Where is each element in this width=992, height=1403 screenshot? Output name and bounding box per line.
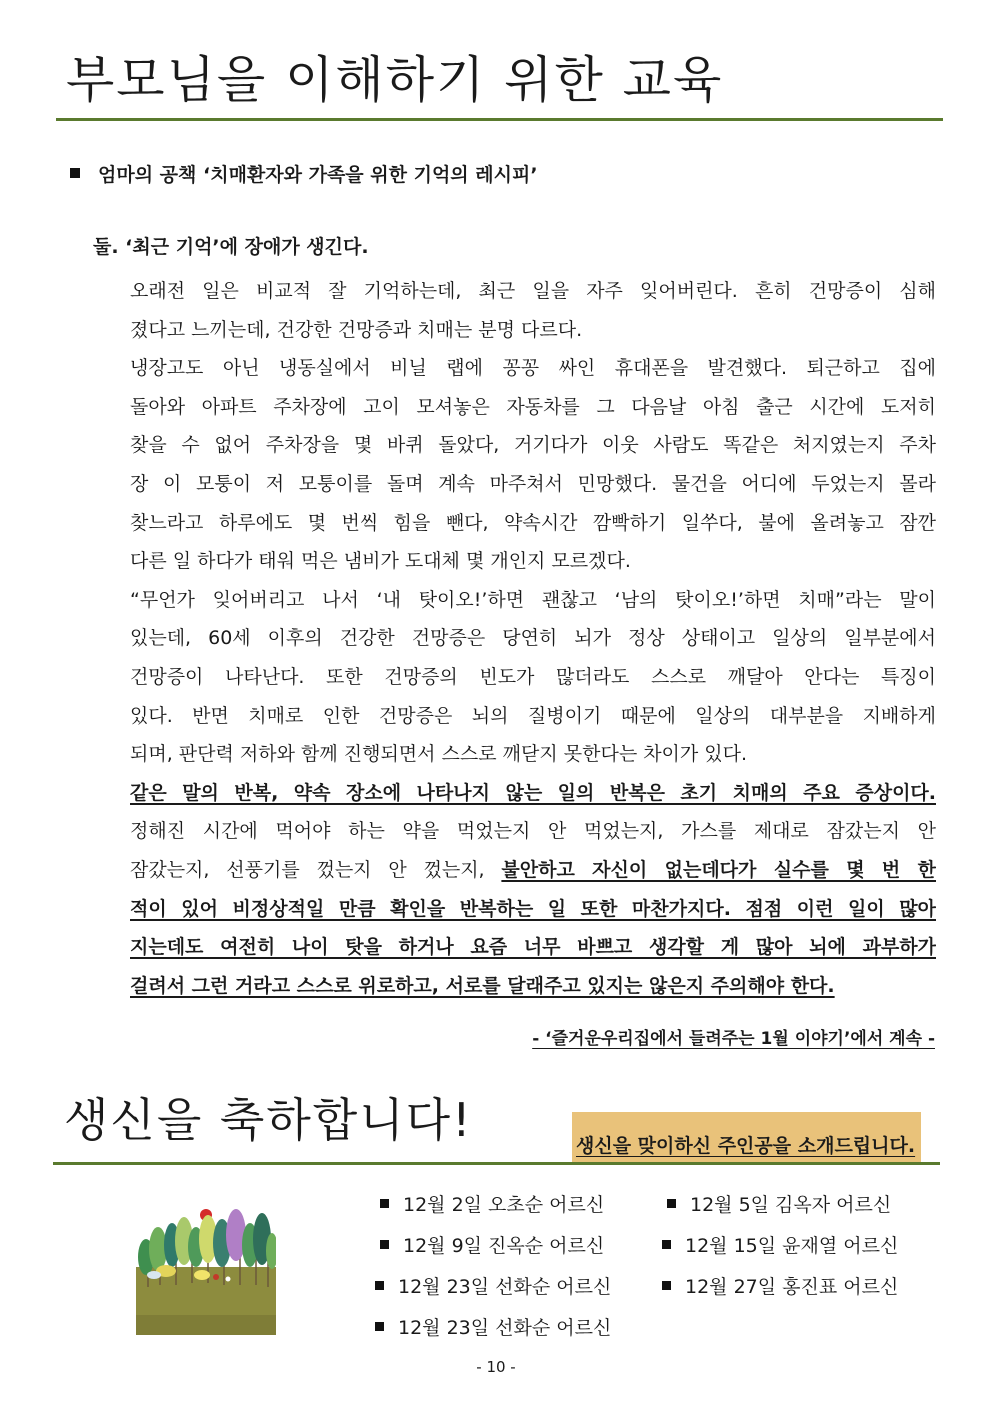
body-line-emphasis-part: 불안하고 자신이 없는데다가 실수를 몇 번 한 xyxy=(501,858,936,881)
birthday-divider xyxy=(53,1162,940,1165)
body-line: “무언가 잊어버리고 나서 ‘내 탓이오!’하면 괜찮고 ‘남의 탓이오!’하면 치매”라는 말이 xyxy=(130,588,936,611)
birthday-entry xyxy=(375,1313,611,1340)
body-line-emphasis: 같은 말의 반복, 약속 장소에 나타나지 않는 일의 반복은 초기 치매의 주요 증상이다. xyxy=(130,781,936,804)
birthday-entry xyxy=(380,1231,604,1258)
body-line-part: 잠갔는지, 선풍기를 껐는지 안 껐는지, xyxy=(130,858,502,881)
birthday-entry xyxy=(662,1272,898,1299)
birthday-entry-text: 12월 23일 선화순 어르신 xyxy=(398,1276,612,1298)
bullet-square-icon xyxy=(375,1281,384,1290)
bullet-square-icon xyxy=(662,1281,671,1290)
forest-illustration xyxy=(136,1205,276,1335)
bullet-square-icon xyxy=(380,1199,389,1208)
body-line xyxy=(130,851,936,890)
birthday-entry-text: 12월 15일 윤재열 어르신 xyxy=(685,1235,899,1257)
body-line: 건망증이 나타난다. 또한 건망증의 빈도가 많더라도 스스로 깨달아 안다는 특징이 xyxy=(130,665,936,688)
body-line: 찾느라고 하루에도 몇 번씩 힘을 뺀다, 약속시간 깜빡하기 일쑤다, 불에 올려놓고 잠깐 xyxy=(130,511,936,534)
article-source: - ‘즐거운우리집에서 들려주는 1월 이야기’에서 계속 - xyxy=(532,1029,935,1049)
birthday-entry xyxy=(662,1231,898,1258)
birthday-title: 생신을 축하합니다! xyxy=(64,1093,473,1147)
bullet-square-icon xyxy=(70,168,80,178)
body-line: 되며, 판단력 저하와 함께 진행되면서 스스로 깨닫지 못한다는 차이가 있다. xyxy=(130,743,748,766)
bullet-square-icon xyxy=(375,1322,384,1331)
article-subtitle xyxy=(70,160,538,187)
birthday-entry xyxy=(380,1190,604,1217)
body-line-emphasis: 걸려서 그런 거라고 스스로 위로하고, 서로를 달래주고 있지는 않은지 주의해야 한다. xyxy=(130,974,835,997)
page-title: 부모님을 이해하기 위한 교육 xyxy=(66,51,724,109)
birthday-entry-text: 12월 9일 진옥순 어르신 xyxy=(403,1235,605,1257)
bullet-square-icon xyxy=(662,1240,671,1249)
birthday-entry-text: 12월 5일 김옥자 어르신 xyxy=(690,1194,892,1216)
body-line: 장 이 모퉁이 저 모퉁이를 돌며 계속 마주쳐서 민망했다. 물건을 어디에 두었는지 몰라 xyxy=(130,472,936,495)
section-title: 둘. ‘최근 기억’에 장애가 생긴다. xyxy=(93,236,369,258)
body-line: 다른 일 하다가 태워 먹은 냄비가 도대체 몇 개인지 모르겠다. xyxy=(130,550,631,573)
body-line: 냉장고도 아닌 냉동실에서 비닐 랩에 꽁꽁 싸인 휴대폰을 발견했다. 퇴근하고 집에 xyxy=(130,357,936,380)
body-line: 있다. 반면 치매로 인한 건망증은 뇌의 질병이기 때문에 일상의 대부분을 지배하게 xyxy=(130,704,936,727)
birthday-banner xyxy=(572,1112,921,1162)
birthday-banner-text: 생신을 맞이하신 주인공을 소개드립니다. xyxy=(576,1135,916,1157)
body-line-emphasis: 지는데도 여전히 나이 탓을 하거나 요즘 너무 바쁘고 생각할 게 많아 뇌에 과부하가 xyxy=(130,936,936,959)
body-line-emphasis: 적이 있어 비정상적일 만큼 확인을 반복하는 일 또한 마찬가지다. 점점 이런 일이 많아 xyxy=(130,897,936,920)
article-body xyxy=(130,272,936,1005)
body-line: 정해진 시간에 먹어야 하는 약을 먹었는지 안 먹었는지, 가스를 제대로 잠갔는지 안 xyxy=(130,820,936,843)
body-line: 있는데, 60세 이후의 건강한 건망증은 당연히 뇌가 정상 상태이고 일상의 일부분에서 xyxy=(130,627,936,650)
birthday-entry-text: 12월 23일 선화순 어르신 xyxy=(398,1317,612,1339)
article-subtitle-text: 엄마의 공책 ‘치매환자와 가족을 위한 기억의 레시피’ xyxy=(98,164,538,186)
body-line: 찾을 수 없어 주차장을 몇 바퀴 돌았다, 거기다가 이웃 사람도 똑같은 처지였는지 주차 xyxy=(130,434,936,457)
birthday-entry xyxy=(375,1272,611,1299)
bullet-square-icon xyxy=(380,1240,389,1249)
bullet-square-icon xyxy=(667,1199,676,1208)
page-number: - 10 - xyxy=(476,1358,516,1376)
birthday-entry-text: 12월 27일 홍진표 어르신 xyxy=(685,1276,899,1298)
body-line: 오래전 일은 비교적 잘 기억하는데, 최근 일을 자주 잊어버린다. 흔히 건망증이 심해 xyxy=(130,280,936,302)
birthday-entry xyxy=(667,1190,891,1217)
birthday-entry-text: 12월 2일 오초순 어르신 xyxy=(403,1194,605,1216)
title-divider xyxy=(56,118,943,121)
body-line: 돌아와 아파트 주차장에 고이 모셔놓은 자동차를 그 다음날 아침 출근 시간에 도저히 xyxy=(130,395,936,418)
body-line: 졌다고 느끼는데, 건강한 건망증과 치매는 분명 다르다. xyxy=(130,318,583,341)
